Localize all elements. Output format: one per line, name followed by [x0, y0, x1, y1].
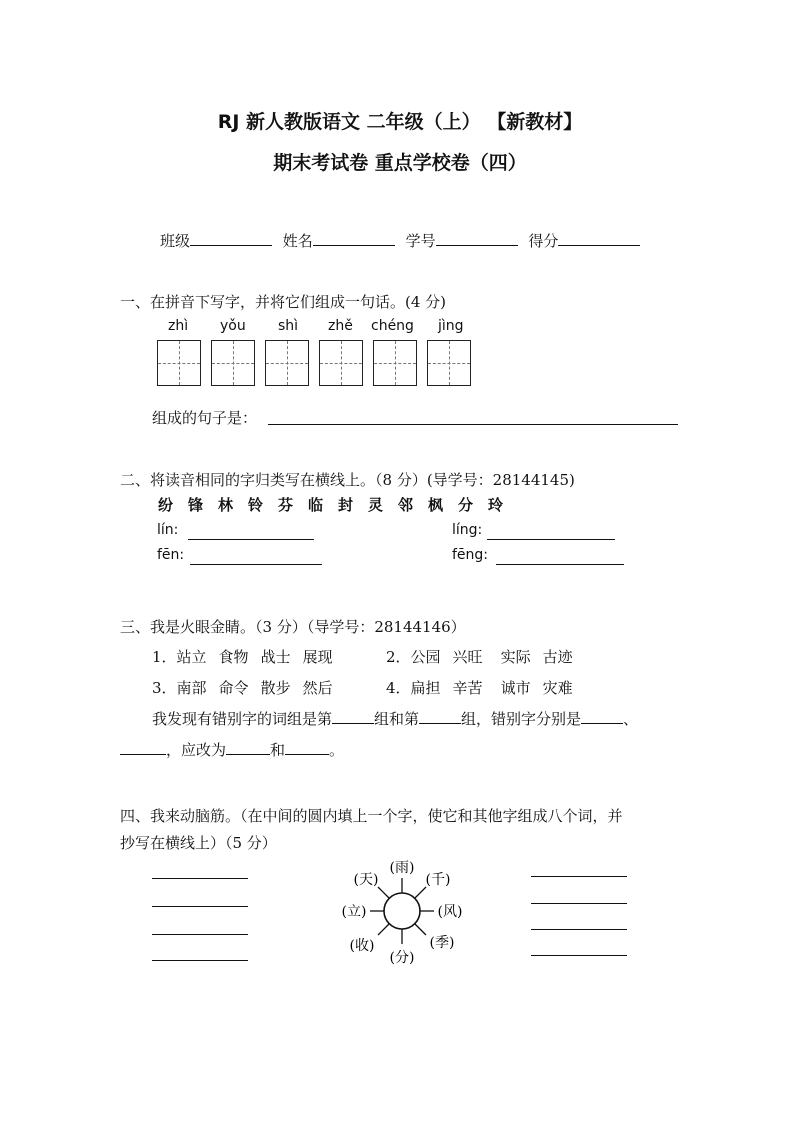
q4-title-line-1: 四、我来动脑筋。（在中间的圆内填上一个字，使它和其他字组成八个词，并: [120, 807, 623, 825]
q4-right-line-3[interactable]: [531, 929, 627, 930]
q3-blank-6[interactable]: [285, 740, 329, 755]
word-flower-diagram: [330, 850, 480, 975]
q2-title: 二、将读音相同的字归类写在横线上。（8 分）(导学号：28144145): [120, 471, 575, 489]
char-2: 锋: [188, 496, 204, 514]
word-4-4: 灾难: [542, 679, 573, 697]
char-7: 封: [338, 496, 354, 514]
char-4: 铃: [248, 496, 264, 514]
word-1-1: 1．站立: [152, 648, 207, 666]
char-12: 玲: [488, 496, 504, 514]
char-10: 枫: [428, 496, 444, 514]
score-label: 得分: [528, 232, 559, 250]
word-2-3: 实际: [500, 648, 531, 666]
exam-subtitle: 期末考试卷 重点学校卷（四）: [273, 152, 527, 174]
q3-blank-3[interactable]: [581, 709, 623, 724]
q3-text-5: ，应改为: [166, 741, 227, 759]
feng-label: fēng:: [452, 547, 489, 563]
score-field[interactable]: [558, 231, 640, 246]
q3-group-1: [152, 646, 345, 667]
q3-text-7: 。: [329, 741, 345, 759]
char-3: 林: [218, 496, 234, 514]
q2-character-row: [158, 494, 518, 515]
char-8: 灵: [368, 496, 384, 514]
q3-text-6: 和: [270, 741, 286, 759]
q4-right-line-4[interactable]: [531, 955, 627, 956]
q4-left-line-1[interactable]: [152, 878, 248, 879]
id-field[interactable]: [436, 231, 518, 246]
ling-label: líng:: [452, 522, 483, 538]
pinyin-6: jìng: [438, 318, 464, 334]
writing-grid-3[interactable]: [265, 340, 309, 386]
word-3-4: 然后: [302, 679, 333, 697]
writing-grid-5[interactable]: [373, 340, 417, 386]
q3-group-2: [386, 646, 585, 667]
q4-left-line-4[interactable]: [152, 960, 248, 961]
q3-text-3: 组，错别字分别是: [461, 710, 582, 728]
petal-left: (立): [341, 904, 367, 920]
char-6: 临: [308, 496, 324, 514]
petal-top-left: (天): [353, 872, 379, 888]
lin-label: lín:: [157, 522, 179, 538]
q3-blank-5[interactable]: [226, 740, 270, 755]
petal-bottom-right: (季): [429, 935, 455, 951]
pinyin-1: zhì: [168, 318, 189, 334]
q3-text-1: 我发现有错别字的词组是第: [152, 710, 333, 728]
word-1-3: 战士: [260, 648, 291, 666]
q3-title: 三、我是火眼金睛。（3 分）（导学号：28144146）: [120, 618, 466, 636]
name-label: 姓名: [282, 232, 313, 250]
q3-text-2: 组和第: [374, 710, 420, 728]
fen-answer-line[interactable]: [190, 564, 322, 565]
spoke-bottom-left: [378, 924, 389, 935]
word-1-2: 食物: [218, 648, 249, 666]
q3-sentence-line-2: [120, 739, 344, 760]
pinyin-2: yǒu: [220, 318, 246, 334]
word-4-2: 辛苦: [452, 679, 483, 697]
class-label: 班级: [160, 232, 191, 250]
q1-title: 一、在拼音下写字，并将它们组成一句话。(4 分): [120, 293, 447, 311]
center-circle[interactable]: [384, 893, 420, 929]
q4-left-line-3[interactable]: [152, 934, 248, 935]
q3-sentence-line-1: [152, 708, 638, 729]
spoke-top-left: [378, 887, 389, 898]
fen-label: fēn:: [157, 547, 185, 563]
char-5: 芬: [278, 496, 294, 514]
word-2-4: 古迹: [542, 648, 573, 666]
pinyin-5: chéng: [371, 318, 414, 334]
word-4-1: 4．扁担: [386, 679, 441, 697]
petal-bottom: (分): [389, 950, 415, 966]
q3-text-4: 、: [623, 710, 639, 728]
word-1-4: 展现: [302, 648, 333, 666]
q3-blank-4[interactable]: [120, 740, 166, 755]
writing-grid-6[interactable]: [427, 340, 471, 386]
ling-answer-line[interactable]: [487, 539, 615, 540]
q3-blank-2[interactable]: [419, 709, 461, 724]
sentence-label: 组成的句子是：: [152, 409, 258, 427]
q4-title-line-2: 抄写在横线上）（5 分）: [120, 834, 277, 852]
char-9: 邻: [398, 496, 414, 514]
feng-answer-line[interactable]: [496, 564, 624, 565]
sentence-answer-line[interactable]: [268, 424, 678, 425]
char-11: 分: [458, 496, 474, 514]
petal-top: (雨): [389, 860, 415, 876]
writing-grid-2[interactable]: [211, 340, 255, 386]
word-2-2: 兴旺: [452, 648, 483, 666]
q4-right-line-2[interactable]: [531, 903, 627, 904]
lin-answer-line[interactable]: [188, 539, 314, 540]
word-2-1: 2．公园: [386, 648, 441, 666]
q3-group-3: [152, 677, 345, 698]
word-3-1: 3．南部: [152, 679, 207, 697]
spoke-top-right: [415, 887, 426, 898]
word-3-2: 命令: [218, 679, 249, 697]
q4-right-line-1[interactable]: [531, 876, 627, 877]
writing-grid-4[interactable]: [319, 340, 363, 386]
id-label: 学号: [405, 232, 436, 250]
q3-group-4: [386, 677, 585, 698]
student-info-row: [160, 230, 640, 251]
petal-top-right: (千): [425, 872, 451, 888]
char-1: 纷: [158, 496, 174, 514]
word-4-3: 诚市: [500, 679, 531, 697]
pinyin-4: zhě: [328, 318, 353, 334]
class-field[interactable]: [190, 231, 272, 246]
spoke-bottom-right: [415, 924, 426, 935]
word-3-3: 散步: [260, 679, 291, 697]
writing-grid-1[interactable]: [157, 340, 201, 386]
q4-left-line-2[interactable]: [152, 906, 248, 907]
name-field[interactable]: [313, 231, 395, 246]
q3-blank-1[interactable]: [332, 709, 374, 724]
exam-title: RJ 新人教版语文 二年级（上） 【新教材】: [217, 111, 583, 133]
petal-bottom-left: (收): [349, 938, 375, 954]
pinyin-3: shì: [278, 318, 299, 334]
petal-right: (风): [437, 904, 463, 920]
